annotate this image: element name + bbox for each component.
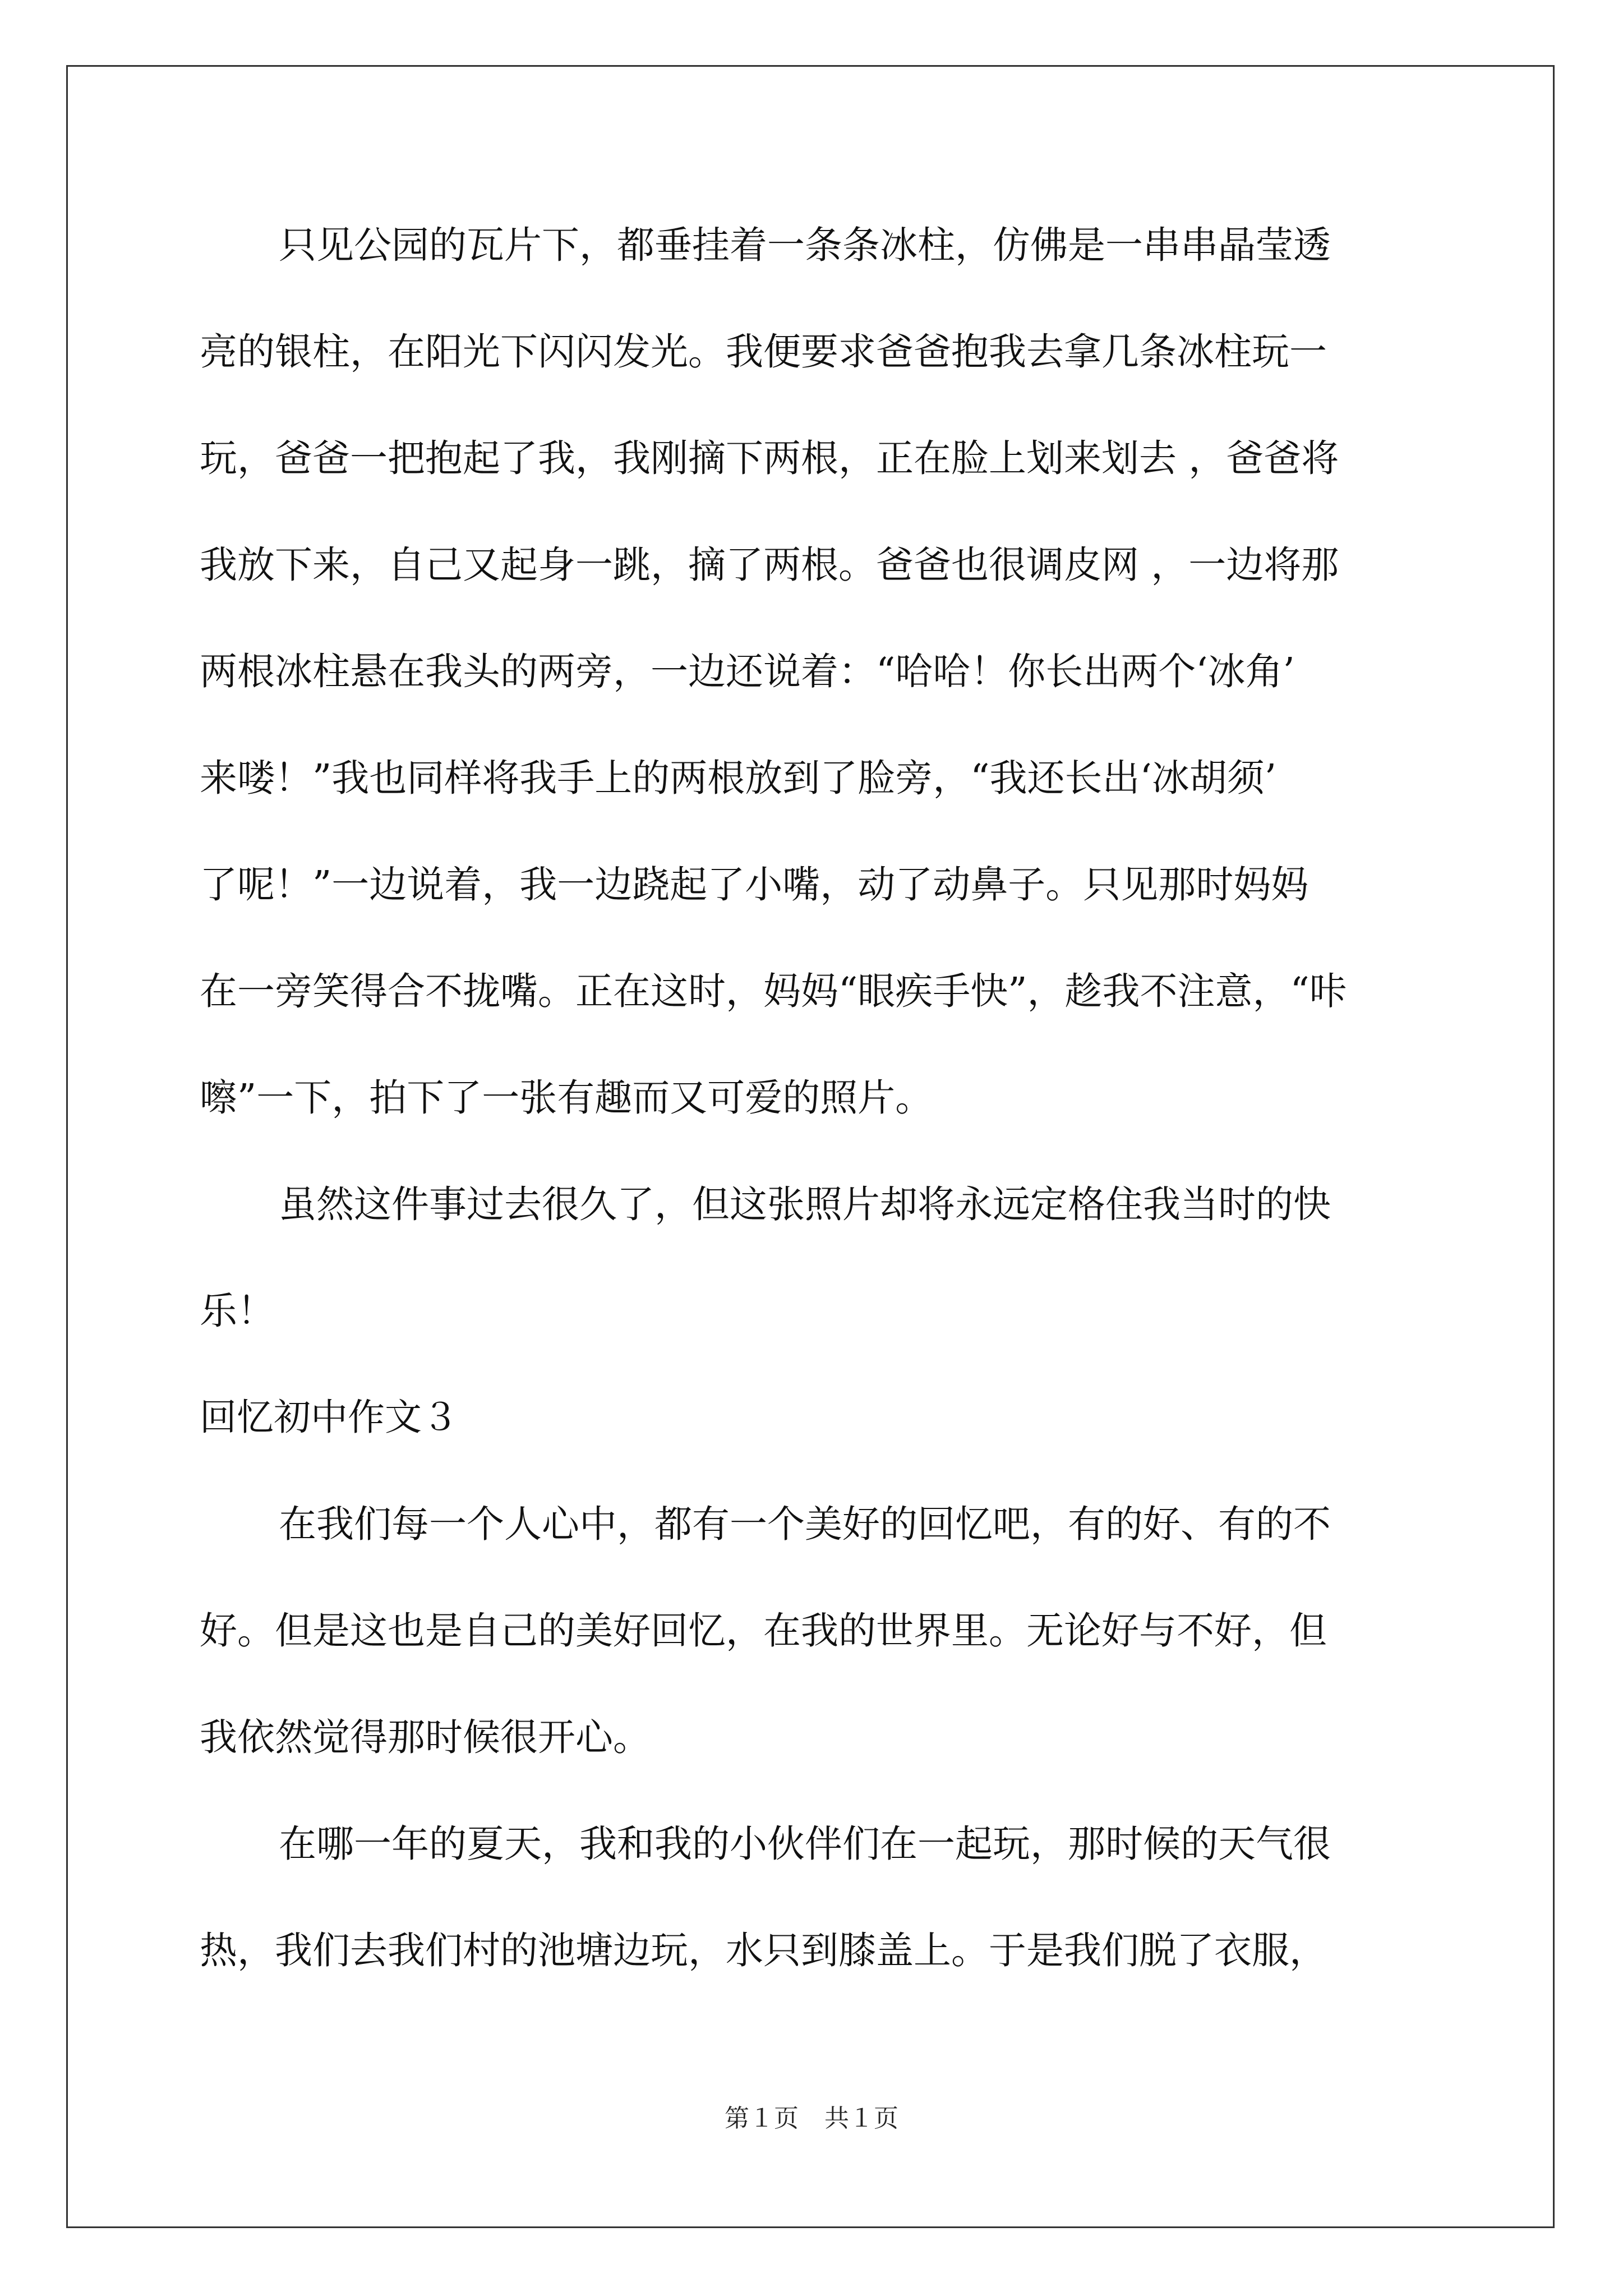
text-line: 在一旁笑得合不拢嘴。正在这时，妈妈“眼疾手快”，趁我不注意，“咔 <box>200 969 1347 1013</box>
section-heading: 回忆初中作文３ <box>200 1396 459 1439</box>
text-line: 虽然这件事过去很久了，但这张照片却将永远定格住我当时的快 <box>279 1182 1331 1226</box>
page-number: 第１页 <box>725 2104 799 2133</box>
text-line: 在我们每一个人心中，都有一个美好的回忆吧，有的好、有的不 <box>279 1502 1331 1546</box>
text-line: 了呢！”一边说着，我一边跷起了小嘴，动了动鼻子。只见那时妈妈 <box>200 863 1309 907</box>
text-line: 在哪一年的夏天，我和我的小伙伴们在一起玩，那时候的天气很 <box>279 1822 1331 1866</box>
text-line: 嚓”一下，拍下了一张有趣而又可爱的照片。 <box>200 1076 933 1120</box>
text-line: 玩，爸爸一把抱起了我，我刚摘下两根，正在脸上划来划去 ，爸爸将 <box>200 436 1339 480</box>
text-line: 热，我们去我们村的池塘边玩，水只到膝盖上。于是我们脱了衣服， <box>200 1929 1327 1972</box>
text-line: 只见公园的瓦片下，都垂挂着一条条冰柱，仿佛是一串串晶莹透 <box>279 223 1331 267</box>
text-line: 我放下来，自己又起身一跳，摘了两根。爸爸也很调皮网 ，一边将那 <box>200 543 1339 587</box>
text-line: 乐！ <box>200 1289 275 1333</box>
document-body <box>200 208 1422 2019</box>
text-line: 亮的银柱，在阳光下闪闪发光。我便要求爸爸抱我去拿几条冰柱玩一 <box>200 330 1327 374</box>
text-line: 我依然觉得那时候很开心。 <box>200 1715 651 1759</box>
text-line: 来喽！”我也同样将我手上的两根放到了脸旁，“我还长出‘冰胡须’ <box>200 756 1277 800</box>
text-line: 好。但是这也是自己的美好回忆，在我的世界里。无论好与不好，但 <box>200 1609 1327 1653</box>
text-line: 两根冰柱悬在我头的两旁，一边还说着：“哈哈！你长出两个‘冰角’ <box>200 650 1295 693</box>
page-total: 共１页 <box>824 2104 898 2133</box>
page-footer <box>0 2098 1623 2134</box>
